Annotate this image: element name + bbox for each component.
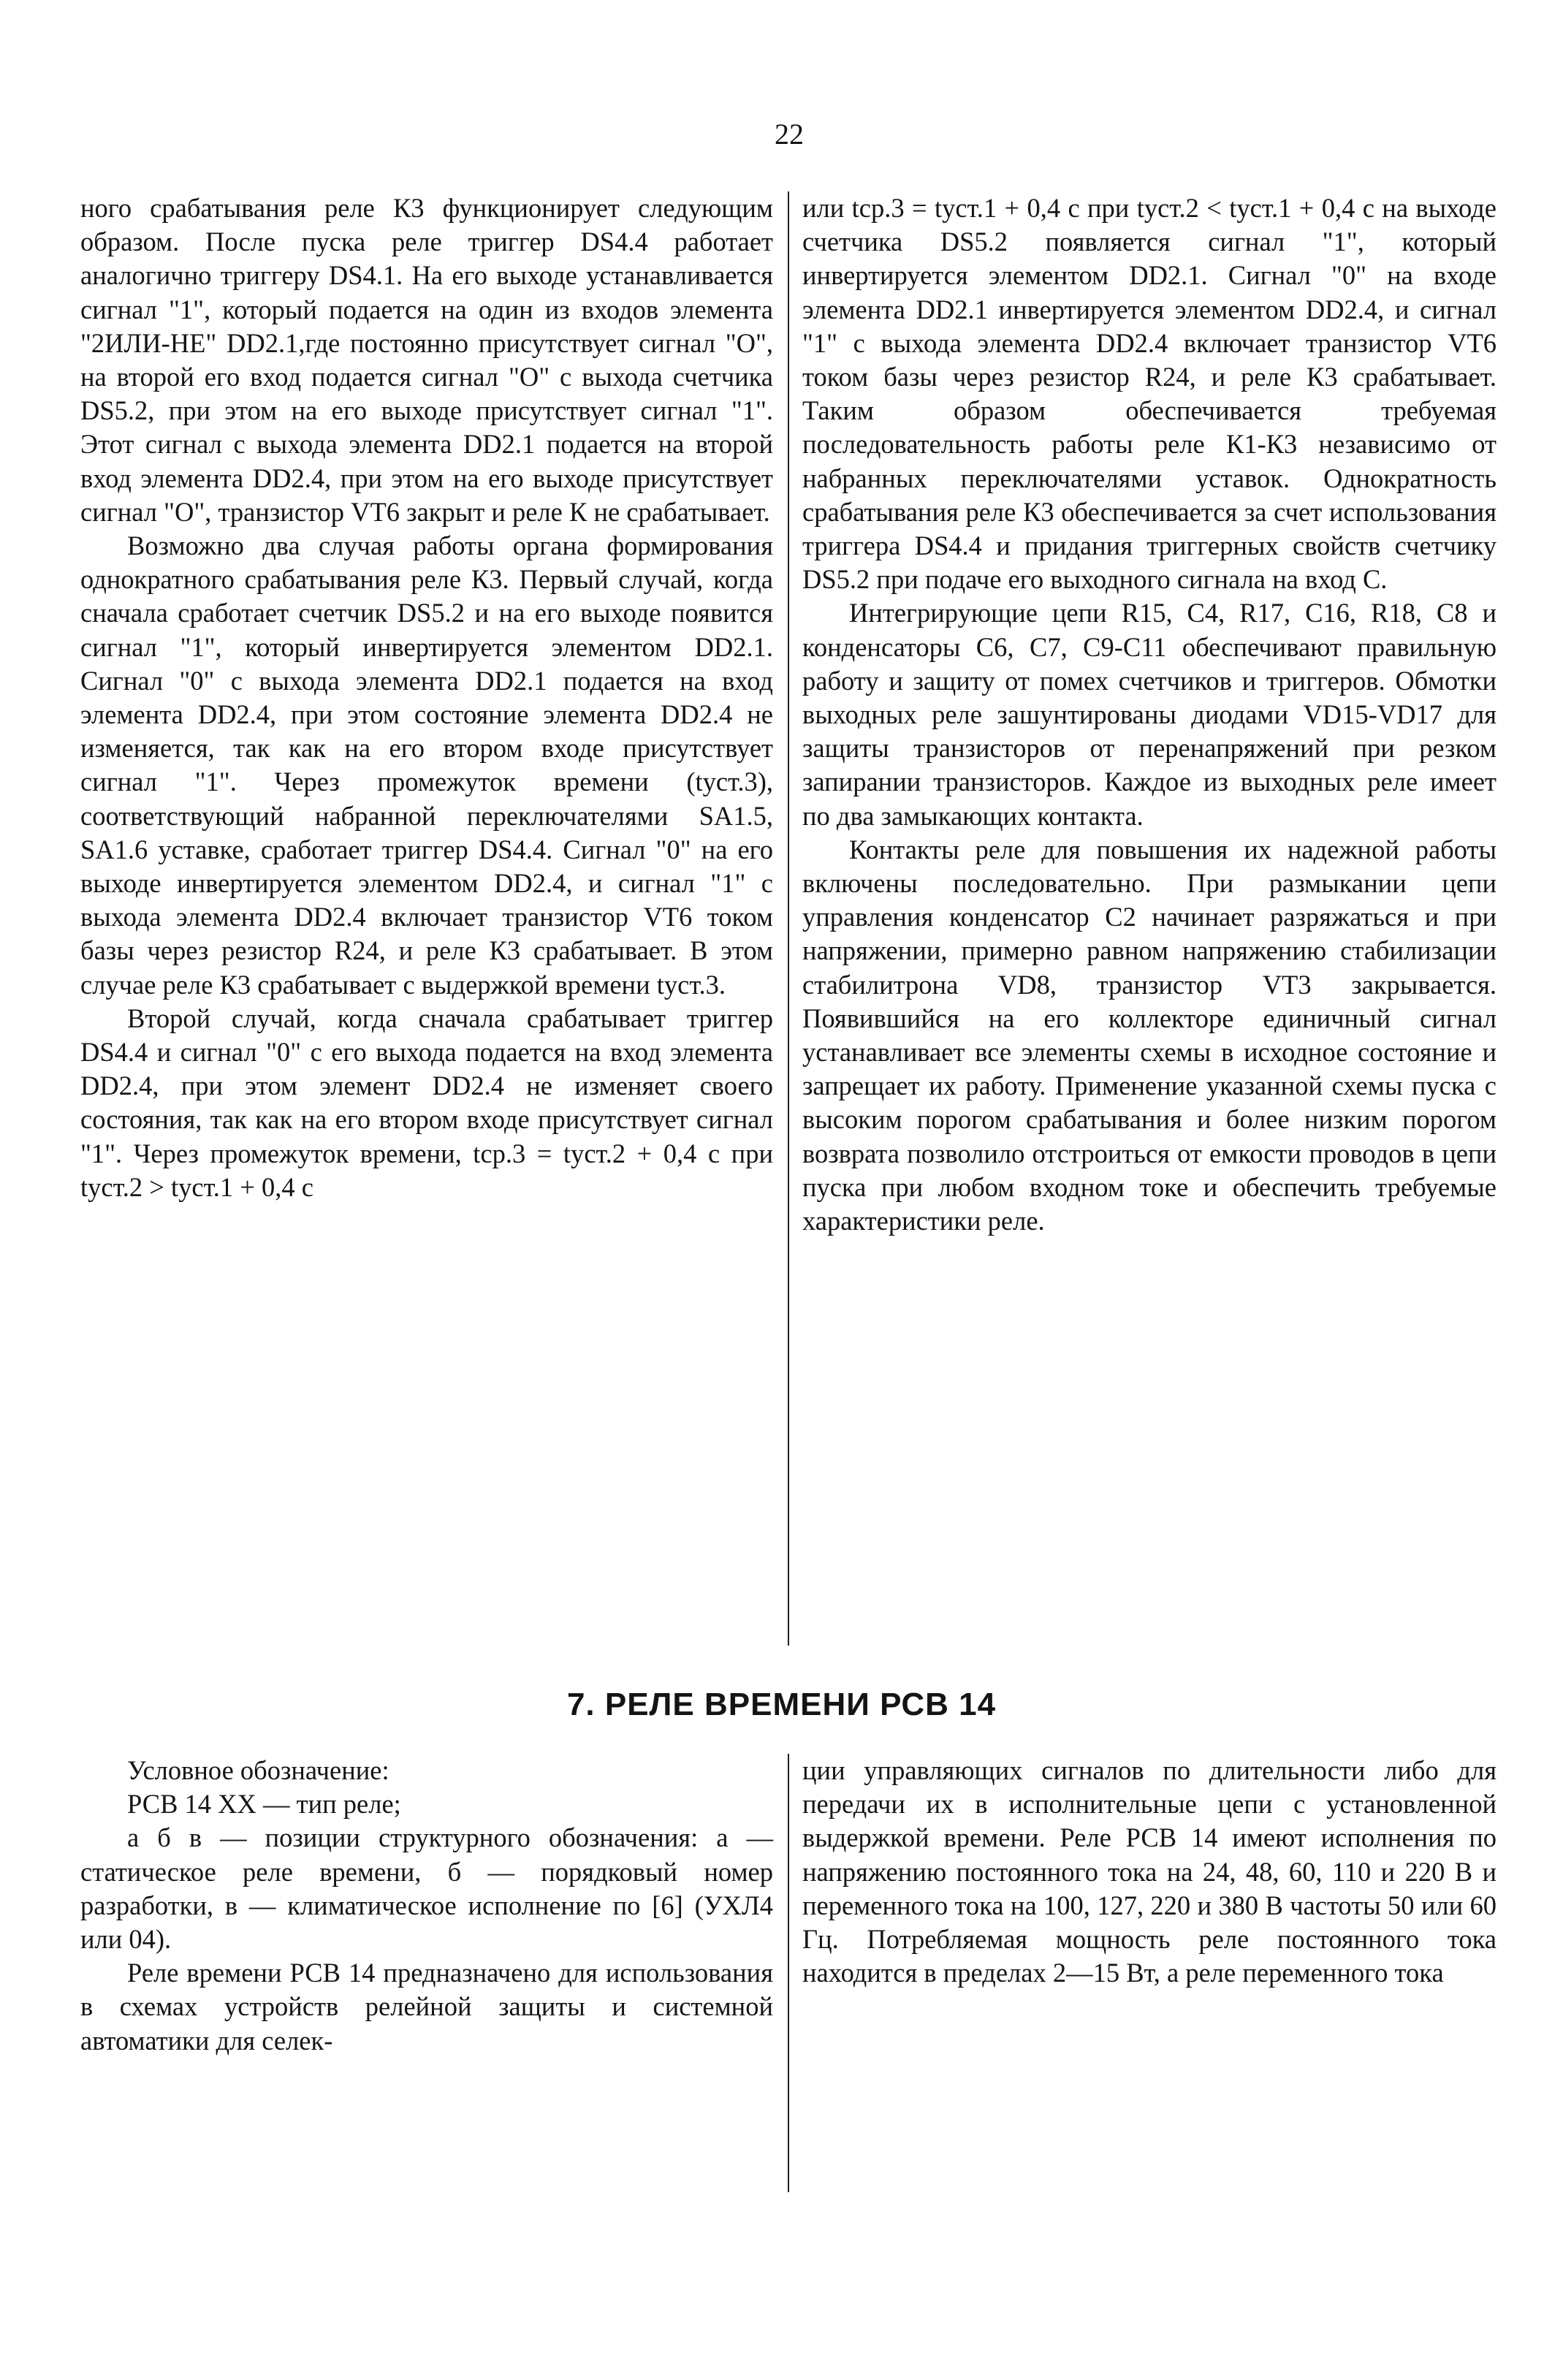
paragraph: Контакты реле для повышения их надежной работы включены последовательно. При размыкании цепи управления конденсатор С2 начинает разряжаться и при напряжении, примерно равном напряжению стабилизации стабилитрона VD8, транзистор VT3 закрывается. Появившийся на его коллекторе единичный сигнал устанавливает все элементы схемы в исходное состояние и запрещает их работу. Применение указанной схемы пуска с высоким порогом срабатывания и более низким порогом возврата позволило отстроиться от емкости проводов в цепи пуска при любом входном токе и обеспечить требуемые характеристики реле.: [802, 834, 1497, 1236]
paragraph: Условное обозначение:: [127, 1755, 389, 1785]
paragraph: Интегрирующие цепи R15, С4, R17, С16, R18, С8 и конденсаторы С6, С7, С9-С11 обеспечивают правильную работу и защиту от помех счетчиков и триггеров. Обмотки выходных реле зашунтированы диодами VD15-VD17 для защиты транзисторов от перенапряжений при резком запирании транзисторов. Каждое из выходных реле имеет по два замыкающих контакта.: [802, 598, 1497, 831]
paragraph: а б в — позиции структурного обозначения: а — статическое реле времени, б — порядковый номер разработки, в — климатическое исполнение по [6] (УХЛ4 или 04).: [80, 1822, 773, 1955]
text-column-top-right: [802, 191, 1497, 1238]
paragraph: ции управляющих сигналов по длительности либо для передачи их в исполнительные цепи с установленной выдержкой времени. Реле РСВ 14 имеют исполнения по напряжению постоянного тока на 24, 48, 60, 110 и 220 В и переменного тока на 100, 127, 220 и 380 В частоты 50 или 60 Гц. Потребляемая мощность реле постоянного тока находится в пределах 2—15 Вт, а реле переменного тока: [802, 1755, 1497, 1988]
paragraph: или tср.3 = tуст.1 + 0,4 с при tуст.2 < tуст.1 + 0,4 с на выходе счетчика DS5.2 появляется сигнал "1", который инвертируется элементом DD2.1. Сигнал "0" на входе элемента DD2.1 инвертируется элементом DD2.4, и сигнал "1" с выхода элемента DD2.4 включает транзистор VT6 током базы через резистор R24, и реле К3 срабатывает. Таким образом обеспечивается требуемая последовательность работы реле К1-К3 независимо от набранных переключателями уставок. Однократность срабатывания реле К3 обеспечивается за счет использования триггера DS4.4 и придания триггерных свойств счетчику DS5.2 при подаче его выходного сигнала на вход С.: [802, 193, 1497, 595]
paragraph: Второй случай, когда сначала срабатывает триггер DS4.4 и сигнал "0" с его выхода подается на вход элемента DD2.4, при этом элемент DD2.4 не изменяет своего состояния, так как на его втором входе присутствует сигнал "1". Через промежуток времени, tср.3 = tуст.2 + 0,4 с при tуст.2 > tуст.1 + 0,4 с: [80, 1003, 773, 1202]
text-column-bottom-left: [80, 1754, 773, 2058]
paragraph: Реле времени РСВ 14 предназначено для использования в схемах устройств релейной защиты и системной автоматики для селек-: [80, 1958, 773, 2056]
text-column-top-left: [80, 191, 773, 1204]
text-column-bottom-right: [802, 1754, 1497, 1990]
paragraph: РСВ 14 XX — тип реле;: [127, 1789, 401, 1820]
paragraph: Возможно два случая работы органа формирования однократного срабатывания реле К3. Первый случай, когда сначала сработает счетчик DS5.2 и на его выходе появится сигнал "1", который инвертируется элементом DD2.1. Сигнал "0" с выхода элемента DD2.1 подается на вход элемента DD2.4, при этом состояние элемента DD2.4 не изменяется, так как на его втором входе присутствует сигнал "1". Через промежуток времени (tуст.3), соответствующий набранной переключателями SA1.5, SA1.6 уставке, сработает триггер DS4.4. Сигнал "0" на его выходе инвертируется элементом DD2.4, и сигнал "1" с выхода элемента DD2.4 включает транзистор VT6 током базы через резистор R24, и реле К3 срабатывает. В этом случае реле К3 срабатывает с выдержкой времени tуст.3.: [80, 531, 773, 1000]
column-divider: [788, 191, 789, 1646]
section-heading: 7. РЕЛЕ ВРЕМЕНИ РСВ 14: [566, 1687, 997, 1722]
paragraph: ного срабатывания реле К3 функционирует следующим образом. После пуска реле триггер DS4.4 работает аналогично триггеру DS4.1. На его выходе устанавливается сигнал "1", который подается на один из входов элемента "2ИЛИ-НЕ" DD2.1,где постоянно присутствует сигнал "О", на второй его вход подается сигнал "О" с выхода счетчика DS5.2, при этом на его выходе присутствует сигнал "1". Этот сигнал с выхода элемента DD2.1 подается на второй вход элемента DD2.4, при этом на его выходе присутствует сигнал "О", транзистор VT6 закрыт и реле К не срабатывает.: [80, 193, 773, 527]
column-divider: [788, 1754, 789, 2192]
page-number: 22: [775, 118, 804, 151]
